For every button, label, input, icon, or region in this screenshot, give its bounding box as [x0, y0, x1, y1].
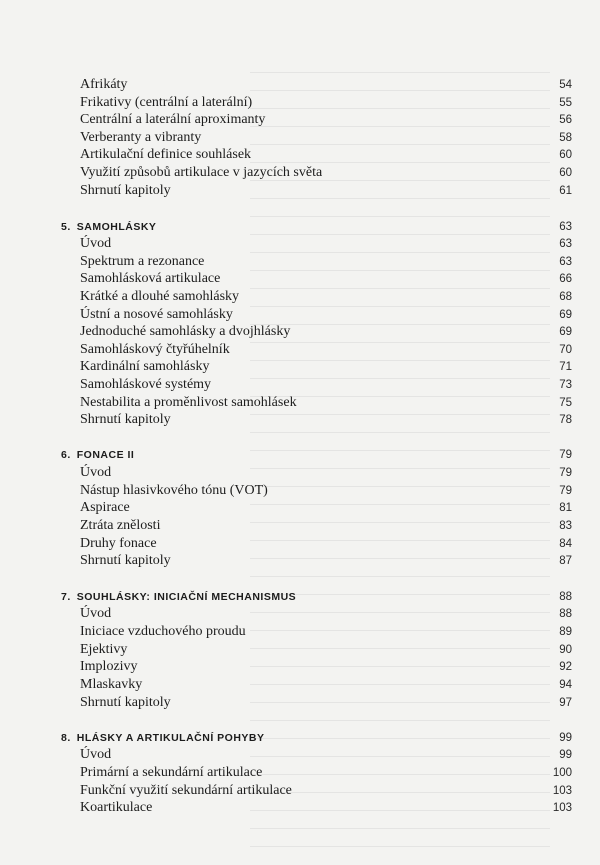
page-number: 79 [559, 449, 572, 461]
entry-title: Mlaskavky [80, 677, 143, 692]
toc-entry-row [0, 517, 600, 535]
toc-entry-row [0, 746, 600, 764]
page-number: 70 [559, 344, 572, 356]
toc-entry-row [0, 764, 600, 782]
toc-entry-row [0, 235, 600, 253]
entry-title: Úvod [80, 465, 112, 480]
toc-entry-row [0, 641, 600, 659]
page-number: 66 [559, 273, 572, 285]
toc-entry-row [0, 253, 600, 271]
entry-title: Frikativy (centrální a laterální) [80, 95, 253, 110]
toc-entry-row [0, 288, 600, 306]
toc-entry-row [0, 323, 600, 341]
page-number: 97 [559, 697, 572, 709]
toc-entry-row [0, 270, 600, 288]
page-number: 84 [559, 538, 572, 550]
page-number: 69 [559, 326, 572, 338]
toc-entry-row [0, 482, 600, 500]
toc-entry-row [0, 782, 600, 800]
page-number: 56 [559, 114, 572, 126]
entry-title: Ejektivy [80, 642, 128, 657]
toc-entry-row [0, 464, 600, 482]
page-number: 68 [559, 291, 572, 303]
toc-entry-row [0, 535, 600, 553]
page-number: 99 [559, 749, 572, 761]
page-number: 73 [559, 379, 572, 391]
entry-title: Kardinální samohlásky [80, 359, 210, 374]
page-number: 58 [559, 132, 572, 144]
entry-title: Úvod [80, 747, 112, 762]
entry-title: Funkční využití sekundární artikulace [80, 783, 292, 798]
toc-entry-row [0, 676, 600, 694]
toc-entry-row [0, 658, 600, 676]
toc-entry-row [0, 623, 600, 641]
entry-title: Samohláskový čtyřúhelník [80, 342, 230, 357]
page-number: 60 [559, 167, 572, 179]
page-number: 63 [559, 221, 572, 233]
page-number: 99 [559, 732, 572, 744]
toc-entry-row [0, 499, 600, 517]
page-number: 60 [559, 149, 572, 161]
entry-title: Ztráta znělosti [80, 518, 161, 533]
toc-entry-row [0, 182, 600, 200]
entry-title: Afrikáty [80, 77, 128, 92]
toc-chapter-row [0, 218, 600, 236]
page-number: 94 [559, 679, 572, 691]
page-number: 103 [552, 785, 572, 797]
entry-title: Úvod [80, 236, 112, 251]
entry-title: Shrnutí kapitoly [80, 183, 171, 198]
entry-title: Ústní a nosové samohlásky [80, 307, 233, 322]
entry-title: Úvod [80, 606, 112, 621]
entry-title: Spektrum a rezonance [80, 254, 205, 269]
toc-entry-row [0, 799, 600, 817]
page-number: 88 [559, 608, 572, 620]
page-number: 100 [552, 767, 572, 779]
toc-entry-row [0, 605, 600, 623]
page-number: 103 [552, 802, 572, 814]
entry-title: Nástup hlasivkového tónu (VOT) [80, 483, 268, 498]
entry-title: Iniciace vzduchového proudu [80, 624, 246, 639]
toc-entry-row [0, 411, 600, 429]
page-number: 71 [559, 361, 572, 373]
toc-entry-row [0, 146, 600, 164]
toc-entry-row [0, 76, 600, 94]
page-number: 81 [559, 502, 572, 514]
entry-title: Shrnutí kapitoly [80, 412, 171, 427]
entry-title: Využití způsobů artikulace v jazycích světa [80, 165, 323, 180]
page-number: 90 [559, 644, 572, 656]
toc-chapter-row [0, 588, 600, 606]
page-number: 87 [559, 555, 572, 567]
page-number: 63 [559, 256, 572, 268]
page-number: 89 [559, 626, 572, 638]
page-number: 88 [559, 591, 572, 603]
chapter-number: 7. [61, 591, 71, 603]
page-number: 79 [559, 467, 572, 479]
toc-entry-row [0, 376, 600, 394]
chapter-title: SAMOHLÁSKY [76, 221, 157, 233]
page-number: 75 [559, 397, 572, 409]
toc-entry-row [0, 111, 600, 129]
chapter-heading [61, 588, 296, 606]
entry-title: Samohláskové systémy [80, 377, 212, 392]
entry-title: Koartikulace [80, 800, 153, 815]
page-number: 61 [559, 185, 572, 197]
toc-entry-row [0, 164, 600, 182]
toc-entry-row [0, 358, 600, 376]
entry-title: Samohlásková artikulace [80, 271, 221, 286]
chapter-title: HLÁSKY A ARTIKULAČNÍ POHYBY [76, 732, 265, 744]
entry-title: Implozivy [80, 659, 138, 674]
toc-chapter-row [0, 446, 600, 464]
entry-title: Primární a sekundární artikulace [80, 765, 263, 780]
page-number: 55 [559, 97, 572, 109]
toc-entry-row [0, 306, 600, 324]
chapter-number: 5. [61, 221, 71, 233]
chapter-title: FONACE II [76, 449, 135, 461]
chapter-heading [61, 729, 265, 747]
chapter-number: 8. [61, 732, 71, 744]
page-number: 92 [559, 661, 572, 673]
entry-title: Krátké a dlouhé samohlásky [80, 289, 240, 304]
page-number: 78 [559, 414, 572, 426]
chapter-heading [61, 446, 134, 464]
entry-title: Aspirace [80, 500, 130, 515]
entry-title: Druhy fonace [80, 536, 157, 551]
entry-title: Nestabilita a proměnlivost samohlásek [80, 395, 297, 410]
toc-entry-row [0, 552, 600, 570]
toc-entry-row [0, 129, 600, 147]
chapter-heading [61, 218, 156, 236]
entry-title: Shrnutí kapitoly [80, 695, 171, 710]
page-number: 63 [559, 238, 572, 250]
chapter-title: SOUHLÁSKY: INICIAČNÍ MECHANISMUS [76, 591, 297, 603]
toc-entry-row [0, 341, 600, 359]
entry-title: Centrální a laterální aproximanty [80, 112, 266, 127]
entry-title: Jednoduché samohlásky a dvojhlásky [80, 324, 291, 339]
page-number: 79 [559, 485, 572, 497]
chapter-number: 6. [61, 449, 71, 461]
toc-entry-row [0, 394, 600, 412]
page-number: 69 [559, 309, 572, 321]
toc-chapter-row [0, 729, 600, 747]
entry-title: Verberanty a vibranty [80, 130, 202, 145]
page-number: 83 [559, 520, 572, 532]
toc-entry-row [0, 94, 600, 112]
page-number: 54 [559, 79, 572, 91]
entry-title: Artikulační definice souhlásek [80, 147, 252, 162]
entry-title: Shrnutí kapitoly [80, 553, 171, 568]
toc-entry-row [0, 694, 600, 712]
